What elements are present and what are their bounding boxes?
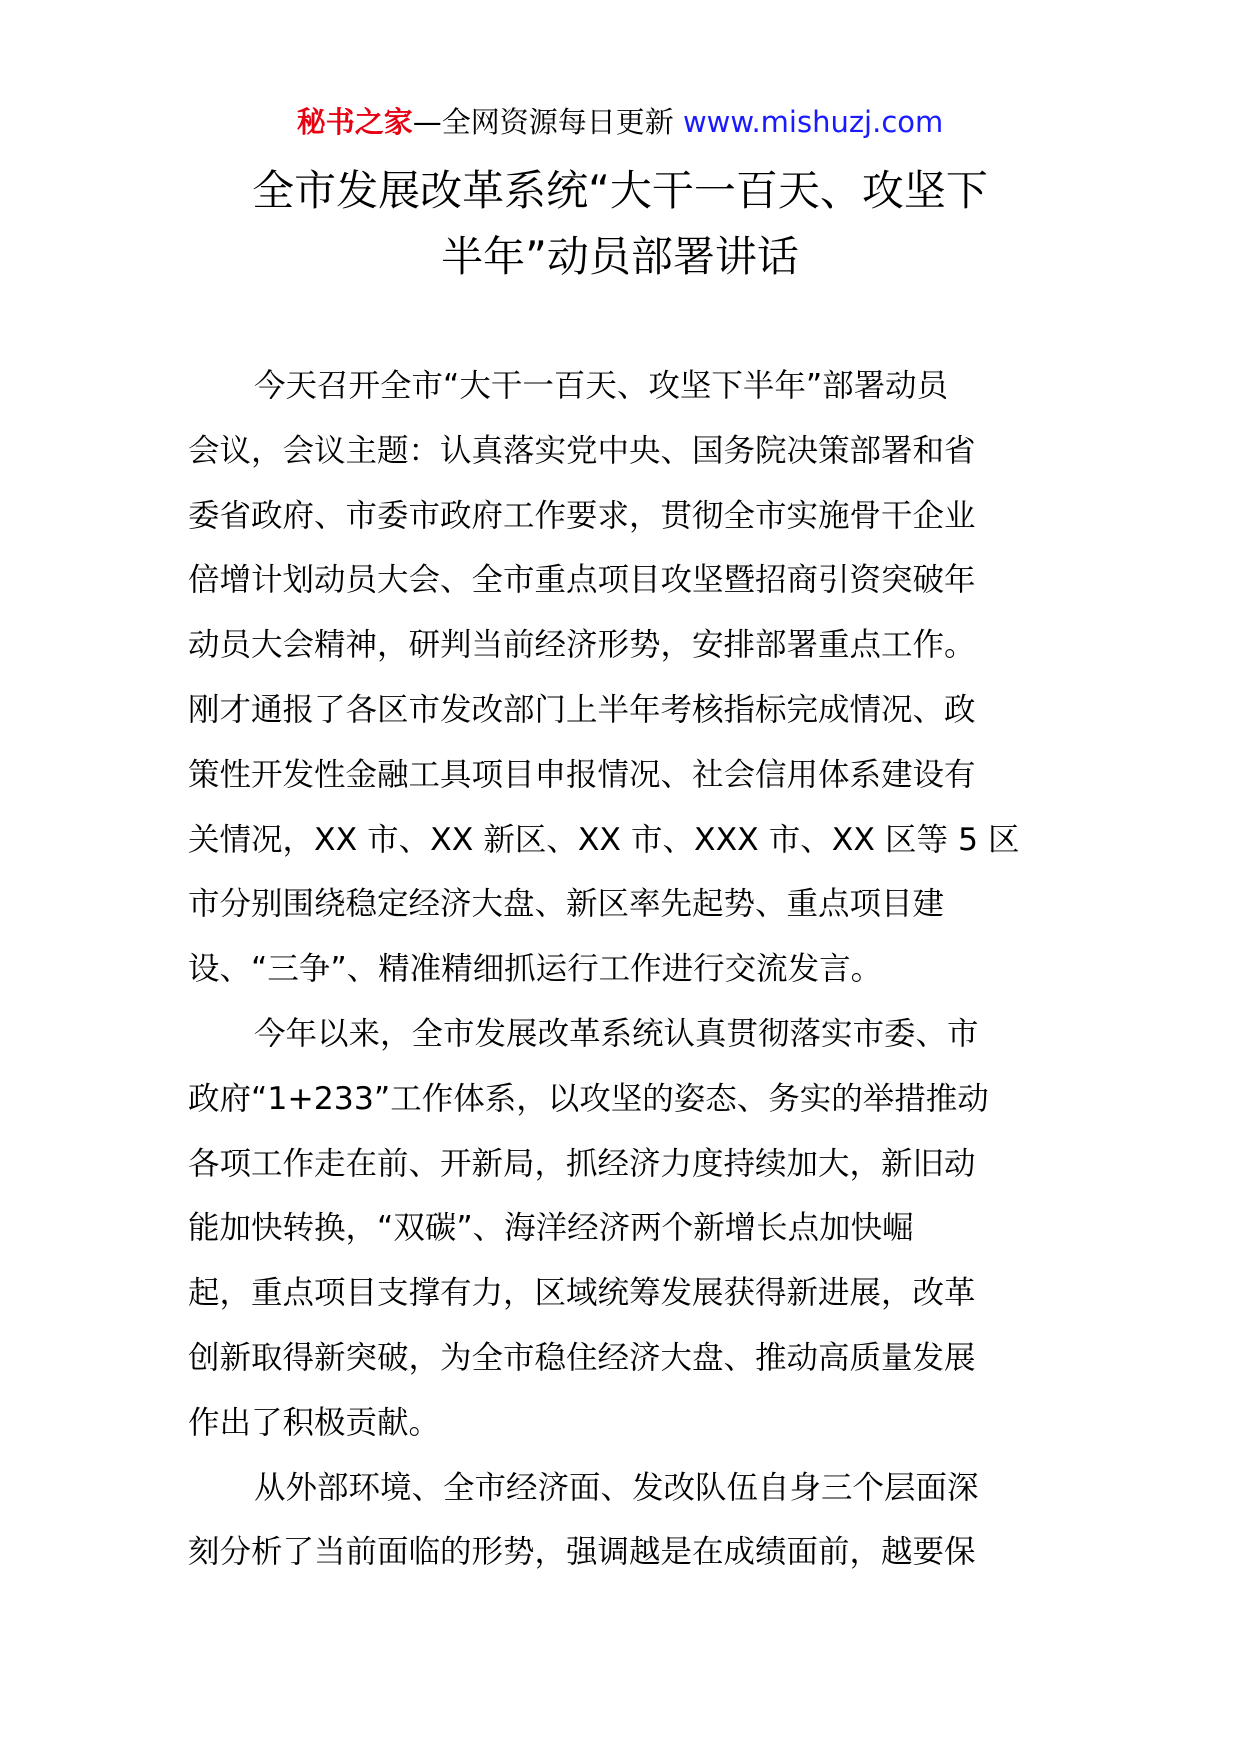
paragraph-line: 关情况，XX 市、XX 新区、XX 市、XXX 市、XX 区等 5 区: [188, 821, 1020, 858]
site-tagline: —全网资源每日更新: [412, 105, 683, 139]
paragraph-line: 今年以来，全市发展改革系统认真贯彻落实市委、市: [254, 1015, 979, 1052]
title-line: 半年”动员部署讲话: [441, 232, 799, 281]
paragraph-line: 策性开发性金融工具项目申报情况、社会信用体系建设有: [188, 756, 976, 793]
paragraph-line: 作出了积极贡献。: [188, 1404, 441, 1441]
document-title: [160, 158, 1080, 290]
paragraph-line: 倍增计划动员大会、全市重点项目攻坚暨招商引资突破年: [188, 562, 976, 599]
paragraph-line: 起，重点项目支撑有力，区域统筹发展获得新进展，改革: [188, 1275, 976, 1312]
paragraph-line: 委省政府、市委市政府工作要求，贯彻全市实施骨干企业: [188, 497, 976, 534]
paragraph-line: 从外部环境、全市经济面、发改队伍自身三个层面深: [254, 1469, 979, 1506]
paragraph-line: 动员大会精神，研判当前经济形势，安排部署重点工作。: [188, 627, 976, 664]
paragraph-line: 设、“三争”、精准精细抓运行工作进行交流发言。: [188, 951, 883, 988]
site-url-link[interactable]: www.mishuzj.com: [682, 105, 944, 139]
site-brand: 秘书之家: [296, 105, 413, 139]
paragraph-line: 今天召开全市“大干一百天、攻坚下半年”部署动员: [254, 368, 949, 404]
document-body: [188, 354, 1052, 1585]
paragraph-line: 刻分析了当前面临的形势，强调越是在成绩面前，越要保: [188, 1534, 976, 1571]
paragraph-line: 刚才通报了各区市发改部门上半年考核指标完成情况、政: [188, 691, 976, 728]
paragraph-line: 政府“1+233”工作体系，以攻坚的姿态、务实的举措推动: [188, 1080, 989, 1117]
paragraph-line: 能加快转换，“双碳”、海洋经济两个新增长点加快崛: [188, 1210, 914, 1247]
paragraph-line: 创新取得新突破，为全市稳住经济大盘、推动高质量发展: [188, 1339, 976, 1376]
paragraph-line: 各项工作走在前、开新局，抓经济力度持续加大，新旧动: [188, 1145, 976, 1182]
paragraph-line: 市分别围绕稳定经济大盘、新区率先起势、重点项目建: [188, 886, 945, 923]
title-line: 全市发展改革系统“大干一百天、攻坚下: [252, 166, 988, 215]
site-header: [0, 100, 1240, 144]
paragraph-line: 会议，会议主题：认真落实党中央、国务院决策部署和省: [188, 432, 976, 469]
